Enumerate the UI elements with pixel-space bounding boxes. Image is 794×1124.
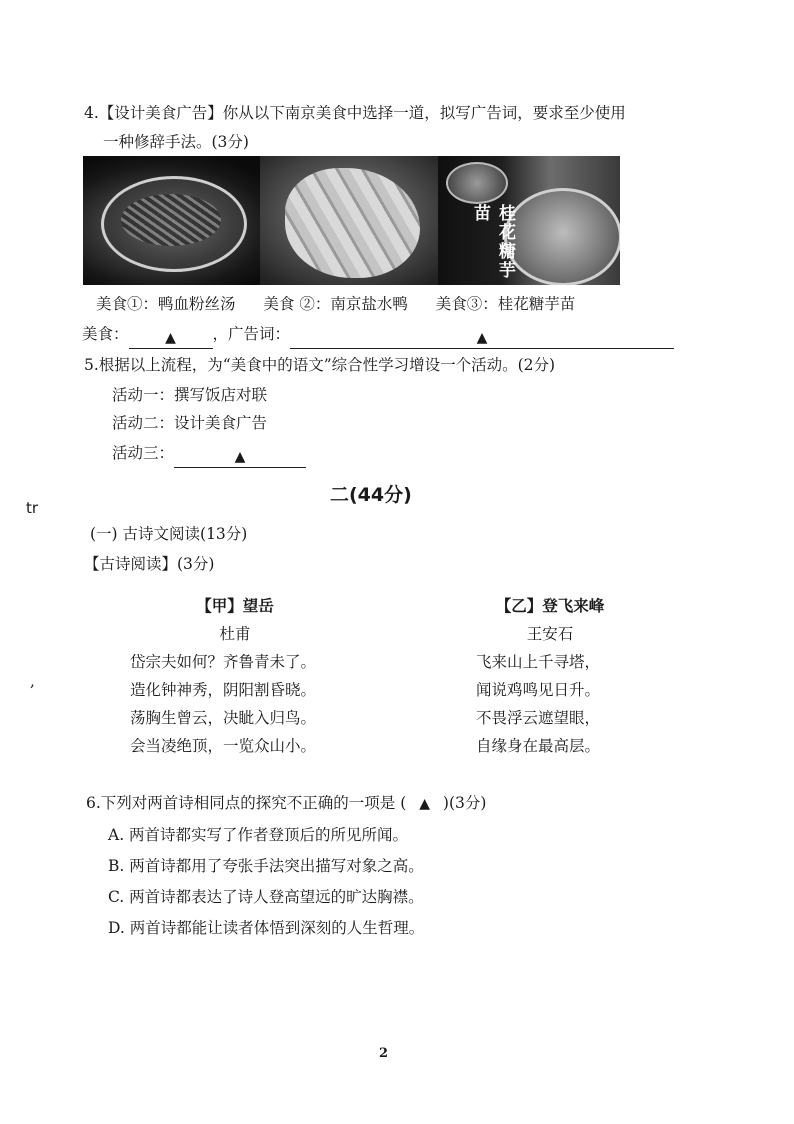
triangle-mark-icon: ▲ (165, 330, 176, 346)
poem-a-line: 岱宗夫如何？齐鲁青未了。 (130, 653, 317, 671)
option-c: C. 两首诗都表达了诗人登高望远的旷达胸襟。 (108, 888, 424, 906)
food-answer-blank[interactable] (129, 326, 213, 349)
q6-score: )(3分) (442, 794, 487, 812)
photo-duck-blood-soup (83, 156, 260, 285)
photo-title-text: 桂花糖芋苗 (470, 204, 515, 280)
poem-b-author: 王安石 (526, 625, 574, 643)
poem-a (130, 592, 340, 760)
poem-b (470, 592, 630, 760)
activity-3 (112, 438, 306, 468)
poem-b-line: 不畏浮云遮望眼， (476, 709, 601, 727)
caption-2: 美食 ②：南京盐水鸭 (263, 295, 408, 313)
food-captions (96, 289, 575, 319)
poem-a-title: 【甲】望岳 (196, 597, 274, 615)
q6-prompt (86, 788, 486, 819)
triangle-mark-icon: ▲ (234, 449, 246, 465)
poem-b-line: 自缘身在最高层。 (476, 737, 601, 755)
poem-a-line: 荡胸生曾云，决眦入归鸟。 (130, 709, 317, 727)
section-title: 二(44分) (330, 484, 412, 506)
option-b: B. 两首诗都用了夸张手法突出描写对象之高。 (108, 857, 424, 875)
option-d: D. 两首诗都能让读者体悟到深刻的人生哲理。 (108, 919, 425, 937)
food-photos (83, 156, 620, 285)
section-subtitle: (一) 古诗文阅读(13分) (90, 525, 248, 543)
q6-prompt-text: 6.下列对两首诗相同点的探究不正确的一项是 ( (86, 794, 407, 812)
q5-prompt: 5.根据以上流程，为“美食中的语文”综合性学习增设一个活动。(2分) (84, 356, 556, 374)
food-label: 美食： (82, 325, 129, 343)
poem-a-line: 会当凌绝顶，一览众山小。 (130, 737, 317, 755)
poem-b-title: 【乙】登飞来峰 (495, 597, 605, 615)
caption-3: 美食③：桂花糖芋苗 (435, 295, 576, 313)
caption-1: 美食①：鸭血粉丝汤 (96, 295, 236, 313)
q4-line2: 一种修辞手法。(3分) (103, 133, 249, 151)
triangle-mark-icon: ▲ (476, 330, 488, 346)
q4-answer-line (82, 319, 674, 349)
option-a: A. 两首诗都实写了作者登顶后的所见所闻。 (108, 826, 409, 844)
photo-salted-duck (260, 156, 438, 285)
q4-line1: 4.【设计美食广告】你从以下南京美食中选择一道，拟写广告词，要求至少使用 (84, 104, 626, 122)
page-number: 2 (379, 1046, 389, 1061)
activity-3-blank[interactable] (174, 445, 306, 468)
margin-mark: , (30, 672, 35, 690)
poem-a-author: 杜甫 (219, 625, 251, 643)
poem-a-line: 造化钟神秀，阴阳割昏晓。 (130, 681, 317, 699)
ad-label: ，广告词： (212, 325, 291, 343)
poem-b-line: 闻说鸡鸣见日升。 (476, 681, 601, 699)
activity-1: 活动一：撰写饭店对联 (112, 386, 268, 404)
ad-answer-blank[interactable] (290, 326, 674, 349)
triangle-mark-icon: ▲ (419, 796, 430, 812)
poem-b-line: 飞来山上千寻塔， (476, 653, 601, 671)
margin-mark: tr (26, 499, 39, 517)
photo-osmanthus-taro (438, 156, 620, 285)
activity-3-label: 活动三： (112, 444, 175, 462)
poetry-label: 【古诗阅读】(3分) (84, 555, 215, 573)
activity-2: 活动二：设计美食广告 (112, 414, 268, 432)
